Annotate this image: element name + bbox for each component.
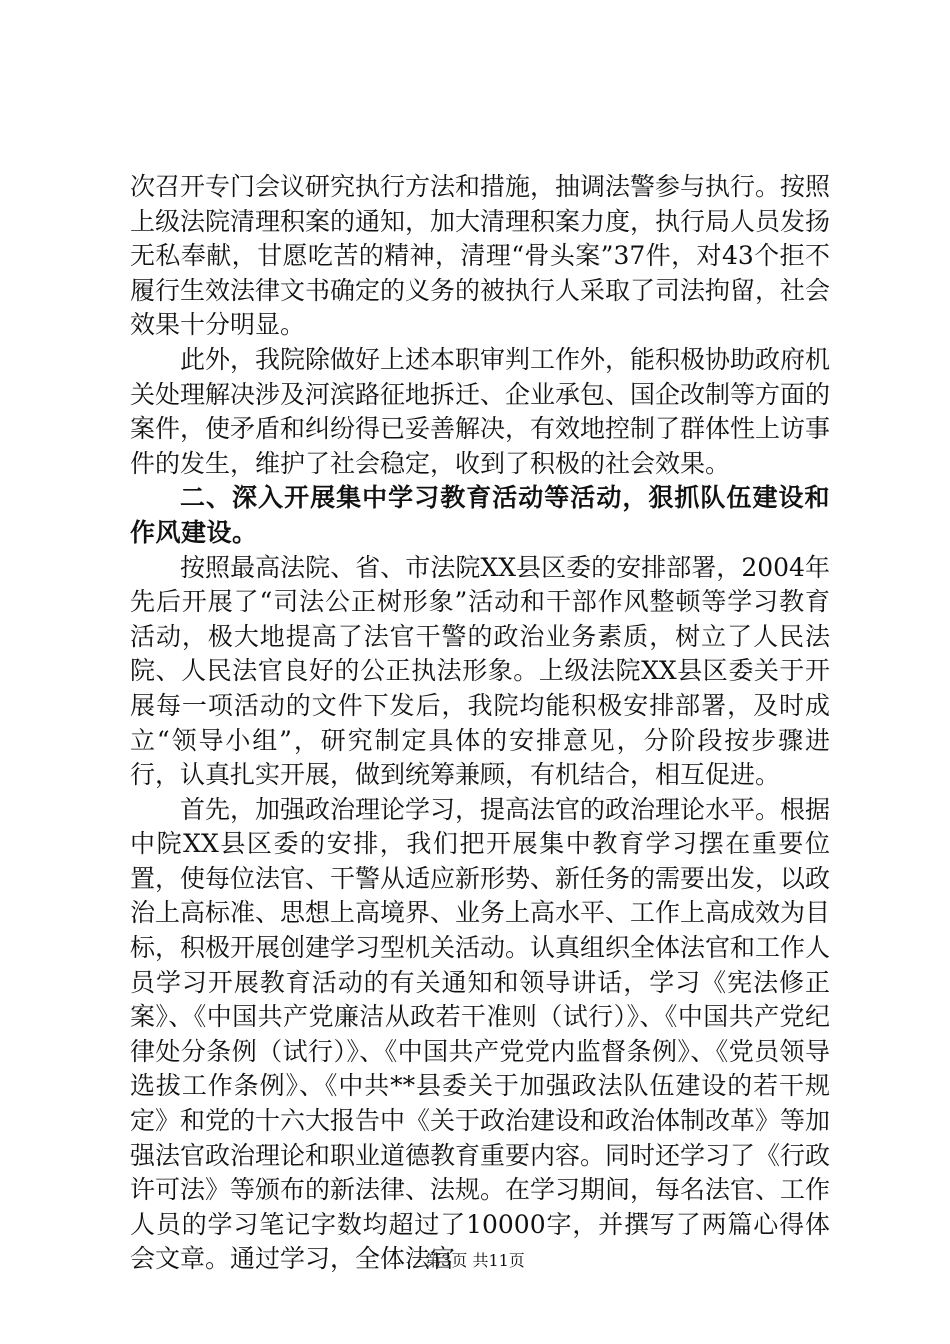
page-number-footer: 第3页 共11页 xyxy=(425,1251,525,1270)
body-paragraph: 按照最高法院、省、市法院XX县区委的安排部署，2004年先后开展了“司法公正树形象”活动和干部作风整顿等学习教育活动，极大地提高了法官干警的政治业务素质，树立了人民法院、人民法官良好的公正执法形象。上级法院XX县区委关于开展每一项活动的文件下发后，我院均能积极安排部署，及时成立“领导小组”，研究制定具体的安排意见，分阶段按步骤进行，认真扎实开展，做到统筹兼顾，有机结合，相互促进。 xyxy=(130,552,830,790)
document-body xyxy=(130,170,830,1277)
section-heading: 二、深入开展集中学习教育活动等活动，狠抓队伍建设和作风建设。 xyxy=(130,483,830,547)
body-paragraph: 此外，我院除做好上述本职审判工作外，能积极协助政府机关处理解决涉及河滨路征地拆迁、企业承包、国企改制等方面的案件，使矛盾和纠纷得已妥善解决，有效地控制了群体性上访事件的发生，维护了社会稳定，收到了积极的社会效果。 xyxy=(130,344,831,478)
body-paragraph: 首先，加强政治理论学习，提高法官的政治理论水平。根据中院XX县区委的安排，我们把开展集中教育学习摆在重要位置，使每位法官、干警从适应新形势、新任务的需要出发，以政治上高标准、思想上高境界、业务上高水平、工作上高成效为目标，积极开展创建学习型机关活动。认真组织全体法官和工作人员学习开展教育活动的有关通知和领导讲话，学习《宪法修正案》、《中国共产党廉洁从政若干准则（试行）》、《中国共产党纪律处分条例（试行）》、《中国共产党党内监督条例》、《党员领导选拔工作条例》、《中共**县委关于加强政法队伍建设的若干规定》和党的十六大报告中《关于政治建设和政治体制改革》等加强法官政治理论和职业道德教育重要内容。同时还学习了《行政许可法》等颁布的新法律、法规。在学习期间，每名法官、工作人员的学习笔记字数均超过了10000字，并撰写了两篇心得体会文章。通过学习，全体法官 xyxy=(130,794,831,1274)
body-paragraph-continued: 次召开专门会议研究执行方法和措施，抽调法警参与执行。按照上级法院清理积案的通知，加大清理积案力度，执行局人员发扬无私奉献，甘愿吃苦的精神，清理“骨头案”37件，对43个拒不履行生效法律文书确定的义务的被执行人采取了司法拘留，社会效果十分明显。 xyxy=(130,172,831,340)
